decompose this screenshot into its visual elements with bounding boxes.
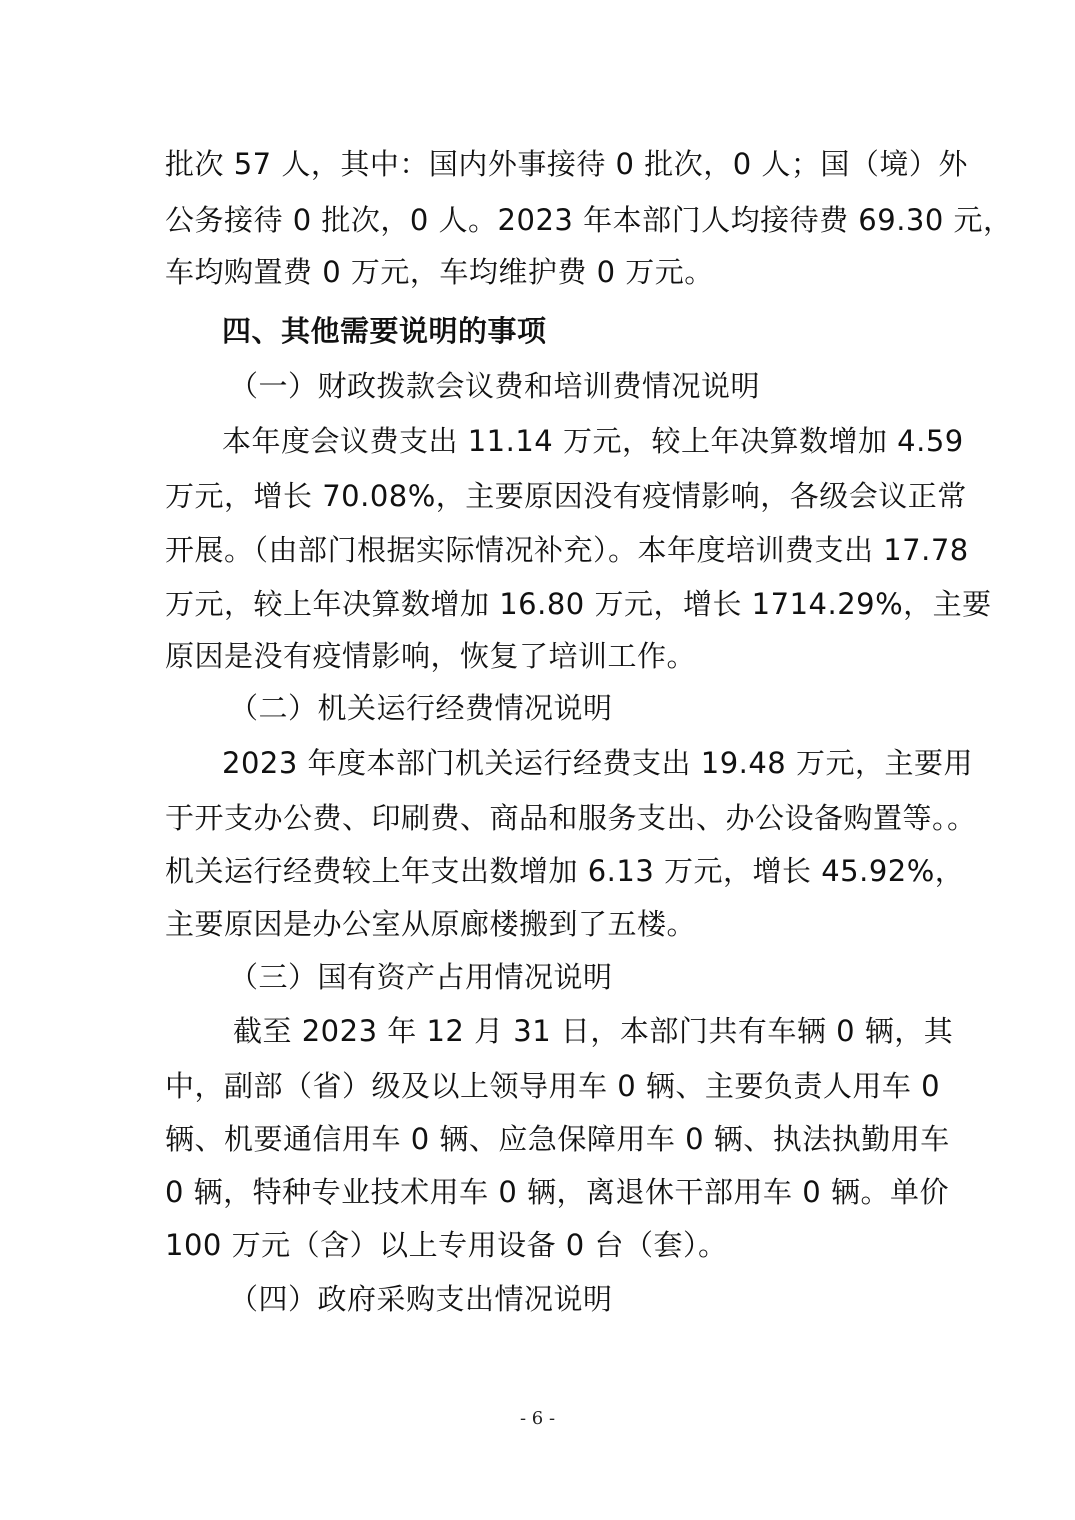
body-text-line: 本年度会议费支出 11.14 万元，较上年决算数增加 4.59 — [222, 424, 964, 458]
subsection-heading: （一）财政拨款会议费和培训费情况说明 — [229, 369, 761, 403]
body-text-line: 辆、机要通信用车 0 辆、应急保障用车 0 辆、执法执勤用车 — [165, 1122, 950, 1156]
body-text-line: 截至 2023 年 12 月 31 日，本部门共有车辆 0 辆，其 — [233, 1014, 954, 1048]
section-heading: 四、其他需要说明的事项 — [222, 314, 547, 348]
body-text-line: 批次 57 人，其中：国内外事接待 0 批次，0 人；国（境）外 — [165, 147, 968, 181]
body-text-line: 中，副部（省）级及以上领导用车 0 辆、主要负责人用车 0 — [165, 1069, 941, 1103]
body-text-line: 公务接待 0 批次，0 人。2023 年本部门人均接待费 69.30 元， — [165, 203, 1013, 237]
subsection-heading: （四）政府采购支出情况说明 — [229, 1282, 613, 1316]
subsection-heading: （三）国有资产占用情况说明 — [229, 960, 613, 994]
body-text-line: 主要原因是办公室从原廊楼搬到了五楼。 — [165, 907, 697, 941]
body-text-line: 万元，较上年决算数增加 16.80 万元，增长 1714.29%，主要 — [165, 587, 992, 621]
body-text-line: 车均购置费 0 万元，车均维护费 0 万元。 — [165, 255, 714, 289]
body-text-line: 原因是没有疫情影响，恢复了培训工作。 — [165, 639, 697, 673]
page-number: - 6 - — [519, 1408, 556, 1429]
body-text-line: 0 辆，特种专业技术用车 0 辆，离退休干部用车 0 辆。单价 — [165, 1175, 949, 1209]
subsection-heading: （二）机关运行经费情况说明 — [229, 691, 613, 725]
body-text-line: 100 万元（含）以上专用设备 0 台（套）。 — [165, 1228, 728, 1262]
body-text-line: 开展。（由部门根据实际情况补充）。本年度培训费支出 17.78 — [165, 533, 969, 567]
body-text-line: 机关运行经费较上年支出数增加 6.13 万元，增长 45.92%， — [165, 854, 965, 888]
body-text-line: 万元，增长 70.08%，主要原因没有疫情影响，各级会议正常 — [165, 479, 967, 513]
body-text-line: 于开支办公费、印刷费、商品和服务支出、办公设备购置等。。 — [165, 801, 977, 835]
body-text-line: 2023 年度本部门机关运行经费支出 19.48 万元，主要用 — [222, 746, 973, 780]
